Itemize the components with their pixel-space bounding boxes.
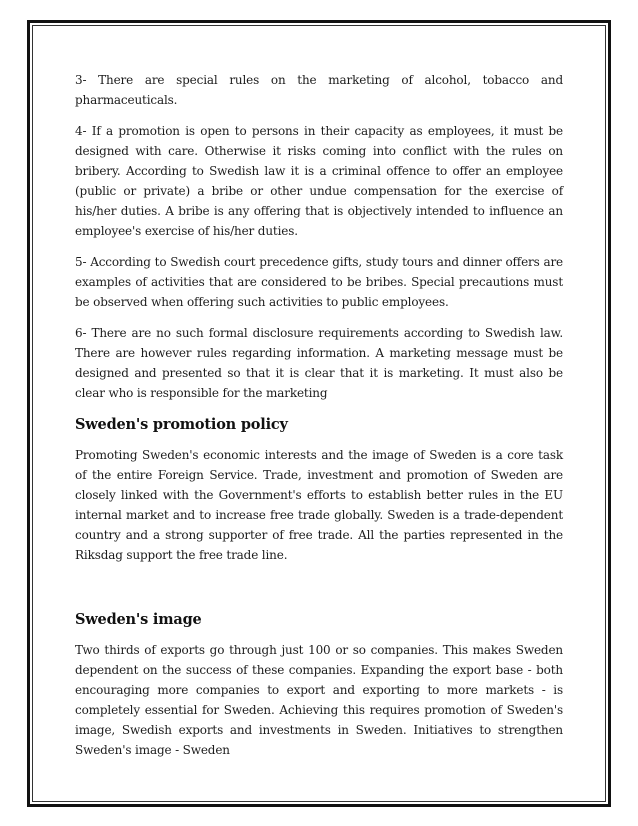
paragraph-5: 5- According to Swedish court precedence gifts, study tours and dinner offers are examples of activities that are considered to be bribes. Special precautions must be observed when offering such activities to public employees. xyxy=(75,255,563,309)
document-body xyxy=(75,70,563,771)
swedens-image-text: Two thirds of exports go through just 100 or so companies. This makes Sweden dependent on the success of these companies. Expanding the export base - both encouraging more companies to export and exporting to more markets - is completely essential for Sweden. Achieving this requires promotion of Sweden's image, Swedish exports and investments in Sweden. Initiatives to strengthen Sweden's image - Sweden xyxy=(75,643,563,757)
heading-swedens-image: Sweden's image xyxy=(75,611,202,628)
heading-promotion-policy: Sweden's promotion policy xyxy=(75,416,288,433)
promotion-policy-text: Promoting Sweden's economic interests and the image of Sweden is a core task of the entire Foreign Service. Trade, investment and promotion of Sweden are closely linked with the Government's efforts to establish better rules in the EU internal market and to increase free trade globally. Sweden is a trade-dependent country and a strong supporter of free trade. All the parties represented in the Riksdag support the free trade line. xyxy=(75,448,563,562)
paragraph-6: 6- There are no such formal disclosure requirements according to Swedish law. There are however rules regarding information. A marketing message must be designed and presented so that it is clear that it is marketing. It must also be clear who is responsible for the marketing xyxy=(75,326,563,400)
paragraph-4: 4- If a promotion is open to persons in their capacity as employees, it must be designed with care. Otherwise it risks coming into conflict with the rules on bribery. According to Swedish law it is a criminal offence to offer an employee (public or private) a bribe or other undue compensation for the exercise of his/her duties. A bribe is any offering that is objectively intended to influence an employee's exercise of his/her duties. xyxy=(75,124,563,238)
paragraph-3: 3- There are special rules on the marketing of alcohol, tobacco and pharmaceuticals. xyxy=(75,73,563,107)
